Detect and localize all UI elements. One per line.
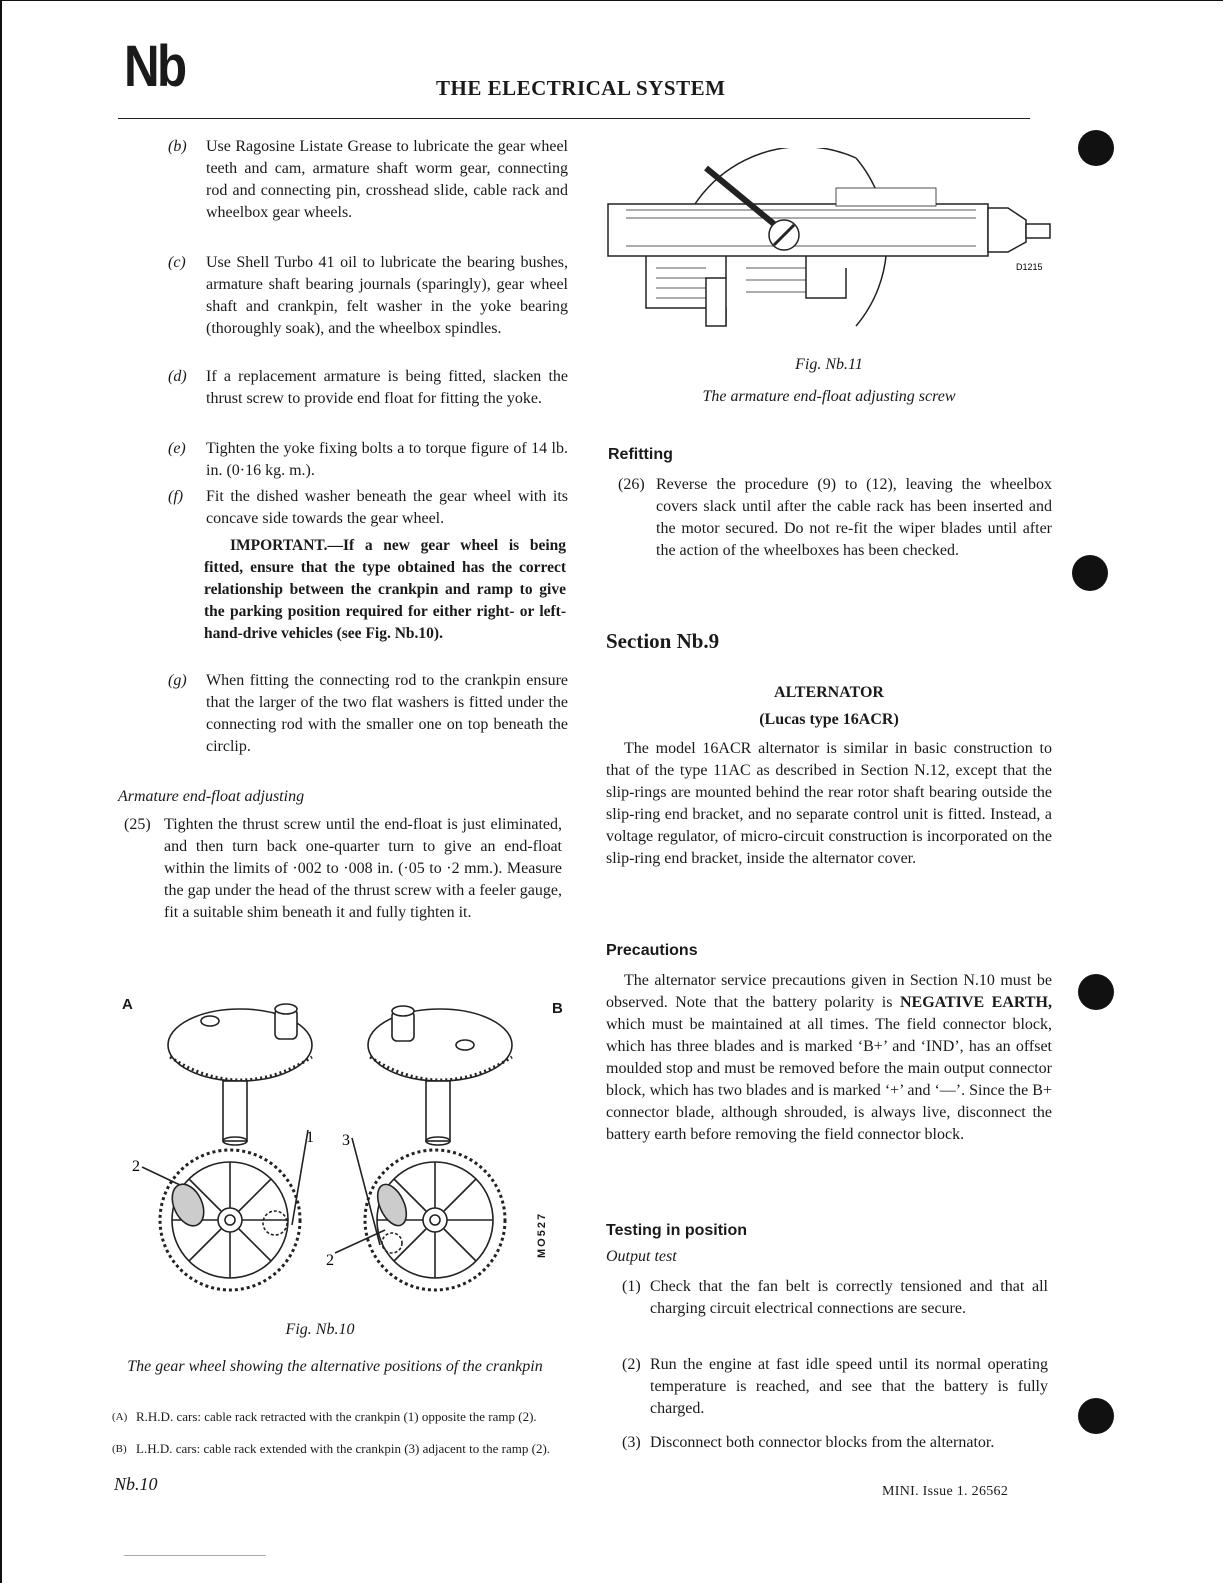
section-heading: Section Nb.9 xyxy=(606,629,720,653)
list-text: Use Ragosine Listate Grease to lubricate the gear wheel teeth and cam, armature shaft worm gear, connecting rod and connecting pin, crosshead slide, cable rack and wheelbox gear wheels. xyxy=(206,138,568,221)
callout-1: 1 xyxy=(306,1129,314,1146)
gear-a-top xyxy=(168,1004,312,1145)
test-step-2-number: (2) xyxy=(622,1356,641,1373)
figure-11-number: Fig. Nb.11 xyxy=(795,356,863,373)
subheading-end-float: Armature end-float adjusting xyxy=(118,788,305,805)
list-text: When fitting the connecting rod to the crankpin ensure that the larger of the two flat washers is fitted under the connecting rod with the smaller one on top beneath the circlip. xyxy=(206,672,568,755)
step-25-number: (25) xyxy=(124,816,151,833)
binder-hole-2 xyxy=(1072,555,1108,591)
figure-10-note-a xyxy=(112,1409,568,1425)
gear-a-wheel xyxy=(160,1150,300,1290)
gear-wheel-diagram xyxy=(130,995,550,1310)
test-step-3-text: Disconnect both connector blocks from the alternator. xyxy=(650,1434,995,1451)
gear-b-top xyxy=(368,1006,512,1145)
note-key: (A) xyxy=(112,1411,128,1423)
list-text: Use Shell Turbo 41 oil to lubricate the bearing bushes, armature shaft bearing journals (sparingly), gear wheel shaft and crankpin, felt washer in the yoke bearing (thoroughly soak), and the wheelbox spindles. xyxy=(206,254,568,337)
alternator-subtitle: (Lucas type 16ACR) xyxy=(759,711,899,728)
list-label: (g) xyxy=(168,672,187,689)
testing-heading: Testing in position xyxy=(606,1222,748,1239)
list-item-e xyxy=(168,438,568,482)
section-code: Nb xyxy=(124,34,185,99)
figure-10-title: The gear wheel showing the alternative positions of the crankpin xyxy=(127,1358,543,1375)
housing-nose xyxy=(988,208,1026,252)
gear-b-wheel xyxy=(365,1150,505,1290)
binder-hole-3 xyxy=(1078,974,1114,1010)
callout-2-right: 2 xyxy=(326,1252,334,1269)
callout-2-left: 2 xyxy=(132,1158,140,1175)
binder-hole-4 xyxy=(1078,1398,1114,1434)
precautions-heading: Precautions xyxy=(606,942,698,959)
test-step-3-number: (3) xyxy=(622,1434,641,1451)
test-step-1-number: (1) xyxy=(622,1278,641,1295)
list-label: (c) xyxy=(168,254,186,271)
step-26-number: (26) xyxy=(618,476,645,493)
figure-10-note-b xyxy=(112,1441,568,1457)
output-test-subheading: Output test xyxy=(606,1248,677,1265)
page-title: THE ELECTRICAL SYSTEM xyxy=(436,76,726,100)
list-text: If a replacement armature is being fitted, slacken the thrust screw to provide end float for fitting the yoke. xyxy=(206,368,568,407)
figure-10-code: MO527 xyxy=(536,1211,548,1258)
note-key: (B) xyxy=(112,1443,127,1455)
list-item-g xyxy=(168,670,568,758)
refitting-heading: Refitting xyxy=(608,446,673,463)
list-item-d xyxy=(168,366,568,410)
armature-screw-diagram xyxy=(606,148,1052,334)
alternator-title: ALTERNATOR xyxy=(774,684,884,701)
precautions-bold: NEGATIVE EARTH, xyxy=(899,994,1052,1011)
list-label: (b) xyxy=(168,138,187,155)
figure-label-b: B xyxy=(552,1000,563,1017)
step-26-text: Reverse the procedure (9) to (12), leaving the wheelbox covers slack until after the cable rack has been inserted and the motor secured. Do not re-fit the wiper blades until after the action of the wheelboxes has been checked. xyxy=(656,476,1052,559)
footer-rule xyxy=(124,1555,266,1556)
issue-reference: MINI. Issue 1. 26562 xyxy=(882,1484,1009,1499)
leader-2-right xyxy=(335,1230,385,1253)
binder-hole-1 xyxy=(1078,130,1114,166)
note-text: R.H.D. cars: cable rack retracted with the crankpin (1) opposite the ramp (2). xyxy=(136,1409,537,1424)
page-number: Nb.10 xyxy=(114,1474,158,1494)
callout-3: 3 xyxy=(342,1132,350,1149)
list-item-b xyxy=(168,136,568,224)
precautions-pre: The alternator service precautions given in Section N.10 must be observed. Note that the battery polarity is xyxy=(606,972,1052,1011)
list-text: Fit the dished washer beneath the gear wheel with its concave side towards the gear wheel. xyxy=(206,488,568,527)
figure-label-a: A xyxy=(122,996,133,1013)
header-rule xyxy=(118,118,1030,119)
figure-11-title: The armature end-float adjusting screw xyxy=(702,388,956,405)
test-step-1-text: Check that the fan belt is correctly tensioned and that all charging circuit electrical connections are secure. xyxy=(650,1278,1048,1317)
list-item-c xyxy=(168,252,568,340)
important-note: IMPORTANT.—If a new gear wheel is being fitted, ensure that the type obtained has the correct relationship between the crankpin and ramp to give the parking position required for either right- or left-hand-drive vehicles (see Fig. Nb.10). xyxy=(204,537,566,642)
precautions-text xyxy=(606,970,1052,1146)
precautions-post: which must be maintained at all times. The field connector block, which has three blades and is marked ‘B+’ and ‘IND’, has an offset moulded stop and must be removed before the main output connector block, which has two blades and is marked ‘+’ and ‘—’. Since the B+ connector blade, although shrouded, is always live, disconnect the battery earth before removing the field connector block. xyxy=(606,1016,1052,1143)
alternator-intro: The model 16ACR alternator is similar in basic construction to that of the type 11AC as described in Section N.12, except that the slip-rings are mounted behind the rear rotor shaft bearing outside the slip-ring end bracket, and no separate control unit is fitted. Instead, a voltage regulator, of micro-circuit construction is incorporated on the slip-ring end bracket, inside the alternator cover. xyxy=(606,740,1052,867)
list-text: Tighten the yoke fixing bolts a to torque figure of 14 lb. in. (0·16 kg. m.). xyxy=(206,440,568,479)
note-text: L.H.D. cars: cable rack extended with the crankpin (3) adjacent to the ramp (2). xyxy=(136,1441,551,1456)
figure-10-number: Fig. Nb.10 xyxy=(285,1321,355,1338)
list-label: (f) xyxy=(168,488,184,505)
list-label: (d) xyxy=(168,368,187,385)
test-step-2-text: Run the engine at fast idle speed until its normal operating temperature is reached, and see that the battery is fully charged. xyxy=(650,1356,1048,1417)
list-item-f xyxy=(168,486,568,530)
step-25-text: Tighten the thrust screw until the end-float is just eliminated, and then turn back one-quarter turn to give an end-float within the limits of ·002 to ·008 in. (·05 to ·2 mm.). Measure the gap under the head of the thrust screw with a feeler gauge, fit a suitable shim beneath it and fully tighten it. xyxy=(164,816,562,921)
figure-11-code: D1215 xyxy=(1016,262,1043,272)
list-label: (e) xyxy=(168,440,186,457)
